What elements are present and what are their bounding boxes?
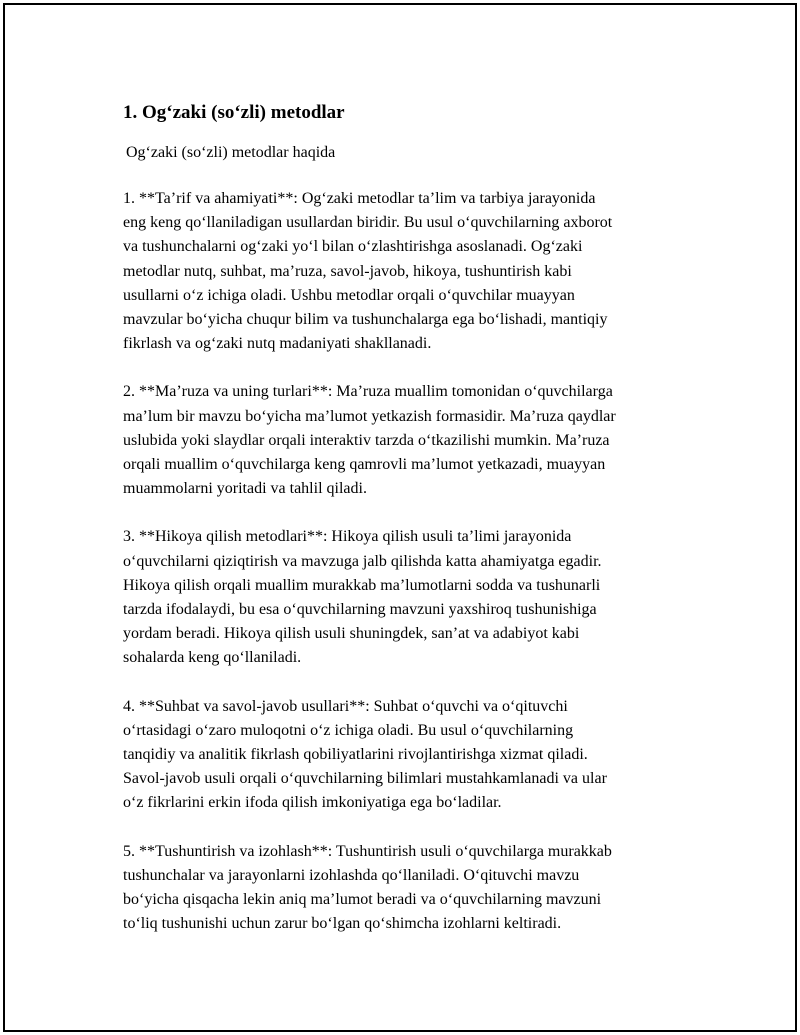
paragraph-definition: 1. **Ta’rif va ahamiyati**: Og‘zaki metodlar ta’lim va tarbiya jarayonida eng keng qo‘llaniladigan usullardan biridir. Bu usul o‘quvchilarning axborot va tushunchalarni og‘zaki yo‘l bilan o‘zlashtirishga asoslanadi. Og‘zaki metodlar nutq, suhbat, ma’ruza, savol-javob, hikoya, tushuntirish kabi usullarni o‘z ichiga oladi. Ushbu metodlar orqali o‘quvchilar muayyan mavzular bo‘yicha chuqur bilim va tushunchalarga ega bo‘lishadi, mantiqiy fikrlash va og‘zaki nutq madaniyati shakllanadi. [123,190,613,353]
document-title: 1. Og‘zaki (so‘zli) metodlar [123,102,345,123]
document-subtitle: Og‘zaki (so‘zli) metodlar haqida [126,144,336,161]
paragraph-explanation: 5. **Tushuntirish va izohlash**: Tushuntirish usuli o‘quvchilarga murakkab tushunchalar va jarayonlarni izohlashda qo‘llaniladi. O‘qituvchi mavzu bo‘yicha qisqacha lekin aniq ma’lumot beradi va o‘quvchilarning mavzuni to‘liq tushunishi uchun zarur bo‘lgan qo‘shimcha izohlarni keltiradi. [123,842,612,933]
paragraph-storytelling: 3. **Hikoya qilish metodlari**: Hikoya qilish usuli ta’limi jarayonida o‘quvchilarni qiziqtirish va mavzuga jalb qilishda katta ahamiyatga egadir. Hikoya qilish orqali muallim murakkab ma’lumotlarni sodda va tushunarli tarzda ifodalaydi, bu esa o‘quvchilarning mavzuni yaxshiroq tushunishiga yordam beradi. Hikoya qilish usuli shuningdek, san’at va adabiyot kabi sohalarda keng qo‘llaniladi. [123,528,602,667]
document-body [123,101,693,960]
paragraph-conversation: 4. **Suhbat va savol-javob usullari**: Suhbat o‘quvchi va o‘qituvchi o‘rtasidagi o‘zaro muloqotni o‘z ichiga oladi. Bu usul o‘quvchilarning tanqidiy va analitik fikrlash qobiliyatlarini rivojlantirishga xizmat qiladi. Savol-javob usuli orqali o‘quvchilarning bilimlari mustahkamlanadi va ular o‘z fikrlarini erkin ifoda qilish imkoniyatiga ega bo‘ladilar. [123,697,607,812]
paragraph-lecture: 2. **Ma’ruza va uning turlari**: Ma’ruza muallim tomonidan o‘quvchilarga ma’lum bir mavzu bo‘yicha ma’lumot yetkazish formasidir. Ma’ruza qaydlar uslubida yoki slaydlar orqali interaktiv tarzda o‘tkazilishi mumkin. Ma’ruza orqali muallim o‘quvchilarga keng qamrovli ma’lumot yetkazadi, muayyan muammolarni yoritadi va tahlil qiladi. [123,383,616,498]
page-frame [3,3,797,1032]
